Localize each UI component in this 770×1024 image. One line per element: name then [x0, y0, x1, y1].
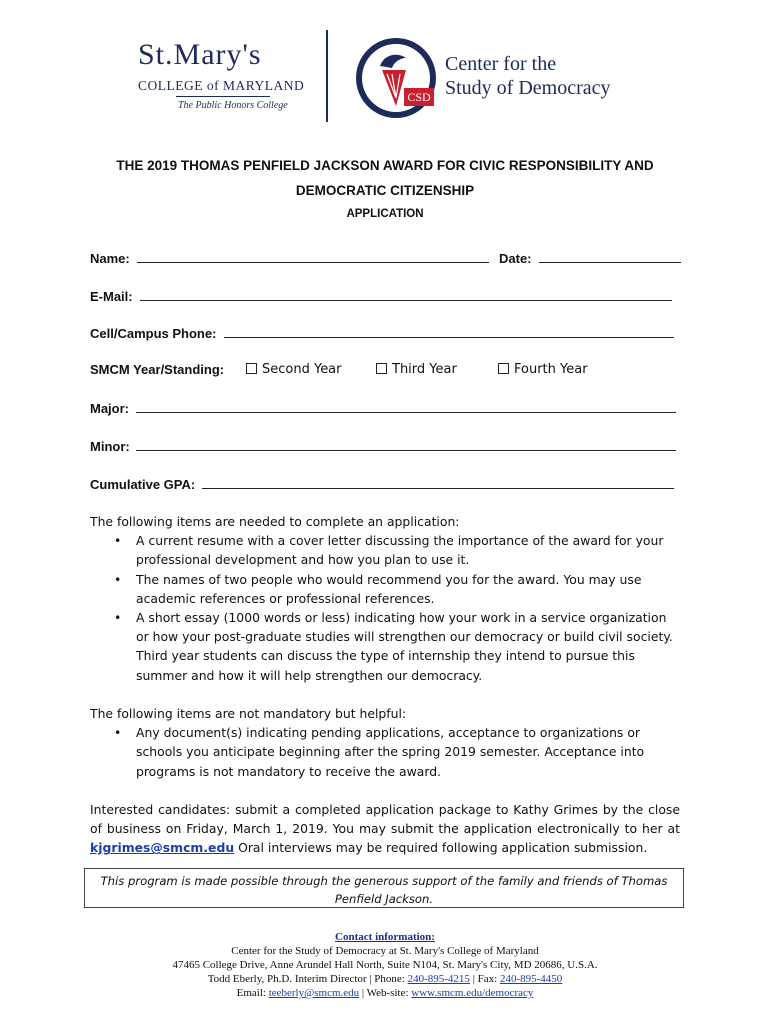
standing-field [90, 362, 710, 377]
director-text: Todd Eberly, Ph.D. Interim Director | Phone: [207, 973, 408, 985]
date-label: Date: [499, 251, 532, 266]
smcm-logo-tagline: The Public Honors College [178, 100, 288, 111]
standing-option-second[interactable] [246, 362, 342, 377]
option-label: Second Year [262, 362, 342, 377]
page-subtitle: APPLICATION [346, 208, 424, 220]
center-name [445, 52, 611, 100]
standing-option-third[interactable] [376, 362, 457, 377]
fax-label: | Fax: [469, 973, 500, 985]
checkbox-icon[interactable] [246, 363, 257, 374]
center-name-line1: Center for the [445, 53, 557, 75]
contact-line2: 47465 College Drive, Anne Arundel Hall North, Suite N104, St. Mary's City, MD 20686, U.S.A. [172, 959, 598, 971]
name-field[interactable] [90, 250, 681, 266]
email-field[interactable] [90, 288, 672, 304]
optional-section [90, 704, 682, 781]
option-label: Fourth Year [514, 362, 588, 377]
checkbox-icon[interactable] [498, 363, 509, 374]
header-divider [326, 30, 328, 122]
name-label: Name: [90, 251, 130, 266]
major-field[interactable] [90, 400, 676, 416]
website-link[interactable]: www.smcm.edu/democracy [411, 987, 534, 999]
smcm-logo-rule [176, 96, 270, 97]
email-line[interactable] [140, 288, 672, 301]
csd-seal-text: CSD [407, 90, 431, 104]
phone-line[interactable] [224, 325, 674, 338]
fax-link[interactable]: 240-895-4450 [499, 973, 563, 985]
major-line[interactable] [136, 400, 676, 413]
standing-option-fourth[interactable] [498, 362, 588, 377]
gpa-field[interactable] [90, 476, 674, 492]
phone-field[interactable] [90, 325, 674, 341]
email-label: E-Mail: [90, 289, 133, 304]
submission-paragraph [90, 800, 680, 858]
minor-line[interactable] [136, 438, 676, 451]
requirements-list [90, 531, 682, 685]
minor-field[interactable] [90, 438, 676, 454]
minor-label: Minor: [90, 439, 130, 454]
list-item: • Any document(s) indicating pending applications, acceptance to organizations or schools you anticipate beginning after the spring 2019 semester. Acceptance into programs is not mandatory to receive the award. [90, 723, 682, 781]
phone-link[interactable]: 240-895-4215 [407, 973, 470, 985]
checkbox-icon[interactable] [376, 363, 387, 374]
email-label-footer: Email: [236, 987, 269, 999]
submission-text: Interested candidates: submit a completed application package to Kathy Grimes by the close of business on Friday, March 1, 2019. You may submit the application electronically to her at [90, 802, 680, 837]
optional-list [90, 723, 682, 781]
option-label: Third Year [392, 362, 457, 377]
date-line[interactable] [539, 250, 681, 263]
csd-seal-icon [354, 36, 438, 120]
phone-label: Cell/Campus Phone: [90, 326, 217, 341]
requirements-intro: The following items are needed to complete an application: [90, 514, 460, 529]
gpa-line[interactable] [202, 476, 674, 489]
optional-intro: The following items are not mandatory but helpful: [90, 706, 407, 721]
standing-label: SMCM Year/Standing: [90, 362, 225, 377]
submission-after: Oral interviews may be required following application submission. [234, 840, 648, 856]
center-name-line2: Study of Democracy [445, 77, 611, 99]
contact-line4 [40, 986, 730, 1000]
list-item: • A current resume with a cover letter discussing the importance of the award for your professional development and how you plan to use it. [90, 531, 682, 569]
website-label: | Web-site: [359, 987, 412, 999]
sponsor-note: This program is made possible through the generous support of the family and friends of Thomas Penfield Jackson. [84, 868, 684, 908]
major-label: Major: [90, 401, 129, 416]
submission-email-link[interactable]: kjgrimes@smcm.edu [90, 840, 235, 856]
contact-heading: Contact information: [335, 931, 435, 943]
contact-line3 [40, 972, 730, 986]
gpa-label: Cumulative GPA: [90, 477, 196, 492]
requirements-section [90, 512, 682, 685]
director-email-link[interactable]: teeberly@smcm.edu [268, 987, 360, 999]
page-title-line2: DEMOCRATIC CITIZENSHIP [295, 183, 475, 198]
list-item: • A short essay (1000 words or less) indicating how your work in a service organization or how your post-graduate studies will strengthen our democracy or build civil society. Third year students can discuss the type of internship they intend to pursue this summer and how it will help strengthen our democracy. [90, 608, 682, 685]
smcm-logo-wordmark: St.Mary's [138, 38, 262, 71]
contact-line1: Center for the Study of Democracy at St. Mary's College of Maryland [231, 945, 539, 957]
smcm-logo-college: COLLEGE of MARYLAND [138, 78, 305, 93]
name-line[interactable] [137, 250, 489, 263]
list-item: • The names of two people who would recommend you for the award. You may use academic references or professional references. [90, 570, 682, 608]
page-title: THE 2019 THOMAS PENFIELD JACKSON AWARD FOR CIVIC RESPONSIBILITY AND [116, 158, 654, 173]
